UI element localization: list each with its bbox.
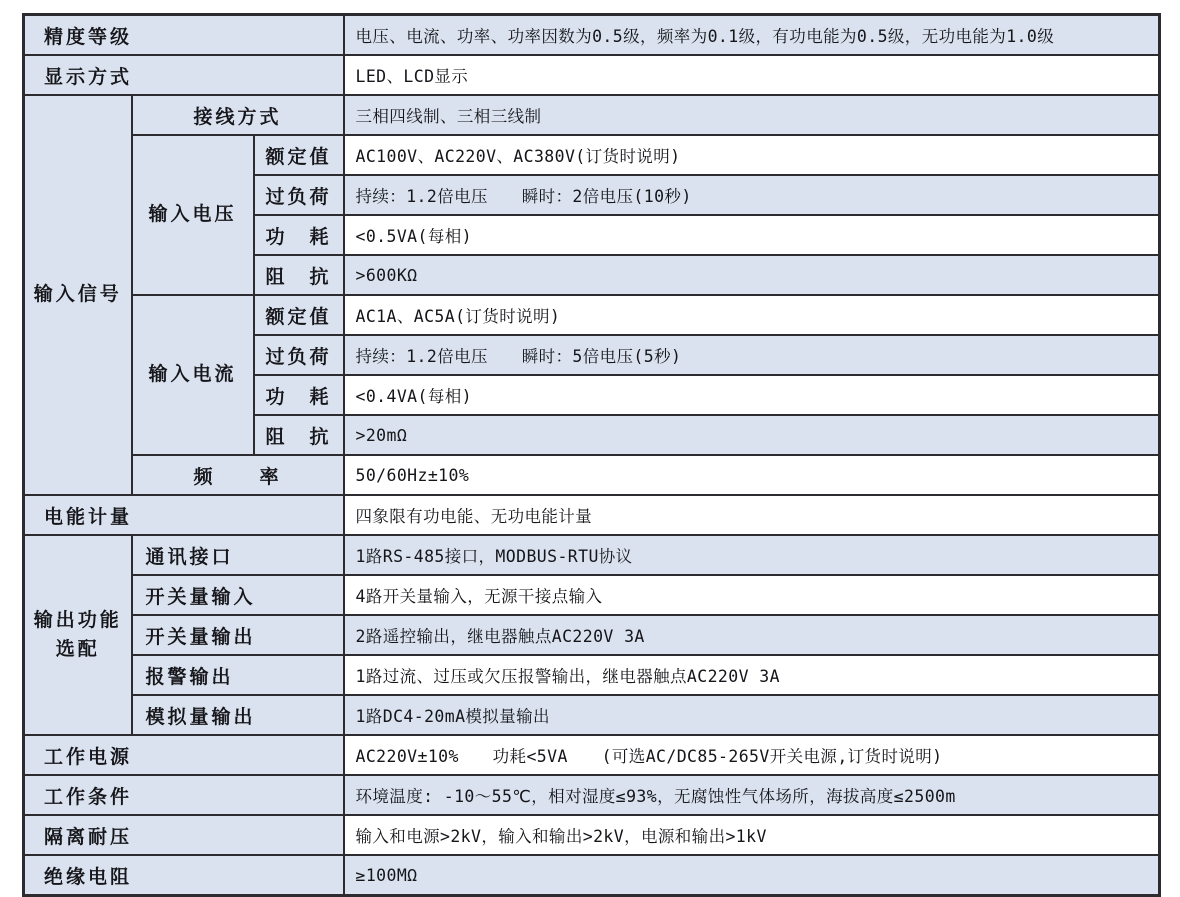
row-energy (24, 495, 1160, 535)
label-display: 显示方式 (24, 55, 344, 95)
row-current-rated (24, 295, 1160, 335)
output-options-label-line2: 选配 (55, 638, 100, 660)
value-isolation: 输入和电源>2kV，输入和输出>2kV，电源和输出>1kV (344, 815, 1160, 855)
label-current-overload: 过负荷 (254, 335, 344, 375)
value-current-overload: 持续：1.2倍电压 瞬时：5倍电压(5秒) (344, 335, 1160, 375)
spec-table-container (22, 13, 1161, 897)
label-conditions: 工作条件 (24, 775, 344, 815)
row-conditions (24, 775, 1160, 815)
value-current-consumption: <0.4VA(每相) (344, 375, 1160, 415)
value-voltage-impedance: >600KΩ (344, 255, 1160, 295)
spec-table (22, 13, 1161, 897)
label-comm: 通讯接口 (132, 535, 344, 575)
label-voltage-overload: 过负荷 (254, 175, 344, 215)
value-frequency: 50/60Hz±10% (344, 455, 1160, 495)
label-isolation: 隔离耐压 (24, 815, 344, 855)
output-options-label-line1: 输出功能 (33, 608, 122, 631)
label-energy: 电能计量 (24, 495, 344, 535)
value-insulation: ≥100MΩ (344, 855, 1160, 896)
value-power: AC220V±10% 功耗<5VA (可选AC/DC85-265V开关电源,订货时说明) (344, 735, 1160, 775)
value-analog-output: 1路DC4-20mA模拟量输出 (344, 695, 1160, 735)
row-power (24, 735, 1160, 775)
row-isolation (24, 815, 1160, 855)
label-voltage-impedance: 阻 抗 (254, 255, 344, 295)
group-input-voltage: 输入电压 (132, 135, 254, 295)
label-current-rated: 额定值 (254, 295, 344, 335)
row-analog-output (24, 695, 1160, 735)
label-power: 工作电源 (24, 735, 344, 775)
row-comm (24, 535, 1160, 575)
label-analog-output: 模拟量输出 (132, 695, 344, 735)
value-wiring: 三相四线制、三相三线制 (344, 95, 1160, 135)
row-voltage-rated (24, 135, 1160, 175)
group-input-current: 输入电流 (132, 295, 254, 455)
label-current-consumption: 功 耗 (254, 375, 344, 415)
value-voltage-consumption: <0.5VA(每相) (344, 215, 1160, 255)
label-alarm-output: 报警输出 (132, 655, 344, 695)
value-comm: 1路RS-485接口，MODBUS-RTU协议 (344, 535, 1160, 575)
value-conditions: 环境温度: -10～55℃，相对湿度≤93%，无腐蚀性气体场所，海拔高度≤2500m (344, 775, 1160, 815)
row-insulation (24, 855, 1160, 896)
row-accuracy (24, 15, 1160, 56)
group-output-options (24, 535, 132, 735)
label-voltage-rated: 额定值 (254, 135, 344, 175)
label-digital-input: 开关量输入 (132, 575, 344, 615)
value-alarm-output: 1路过流、过压或欠压报警输出，继电器触点AC220V 3A (344, 655, 1160, 695)
group-input-signal: 输入信号 (24, 95, 132, 495)
value-voltage-overload: 持续：1.2倍电压 瞬时：2倍电压(10秒) (344, 175, 1160, 215)
label-current-impedance: 阻 抗 (254, 415, 344, 455)
row-digital-input (24, 575, 1160, 615)
label-frequency: 频 率 (132, 455, 344, 495)
value-accuracy: 电压、电流、功率、功率因数为0.5级，频率为0.1级，有功电能为0.5级，无功电能为1.0级 (344, 15, 1160, 56)
label-insulation: 绝缘电阻 (24, 855, 344, 896)
row-wiring (24, 95, 1160, 135)
label-wiring: 接线方式 (132, 95, 344, 135)
value-energy: 四象限有功电能、无功电能计量 (344, 495, 1160, 535)
label-accuracy: 精度等级 (24, 15, 344, 56)
label-voltage-consumption: 功 耗 (254, 215, 344, 255)
value-current-rated: AC1A、AC5A(订货时说明) (344, 295, 1160, 335)
row-frequency (24, 455, 1160, 495)
value-current-impedance: >20mΩ (344, 415, 1160, 455)
value-digital-input: 4路开关量输入，无源干接点输入 (344, 575, 1160, 615)
row-alarm-output (24, 655, 1160, 695)
row-display (24, 55, 1160, 95)
value-display: LED、LCD显示 (344, 55, 1160, 95)
label-digital-output: 开关量输出 (132, 615, 344, 655)
value-digital-output: 2路遥控输出，继电器触点AC220V 3A (344, 615, 1160, 655)
row-digital-output (24, 615, 1160, 655)
value-voltage-rated: AC100V、AC220V、AC380V(订货时说明) (344, 135, 1160, 175)
